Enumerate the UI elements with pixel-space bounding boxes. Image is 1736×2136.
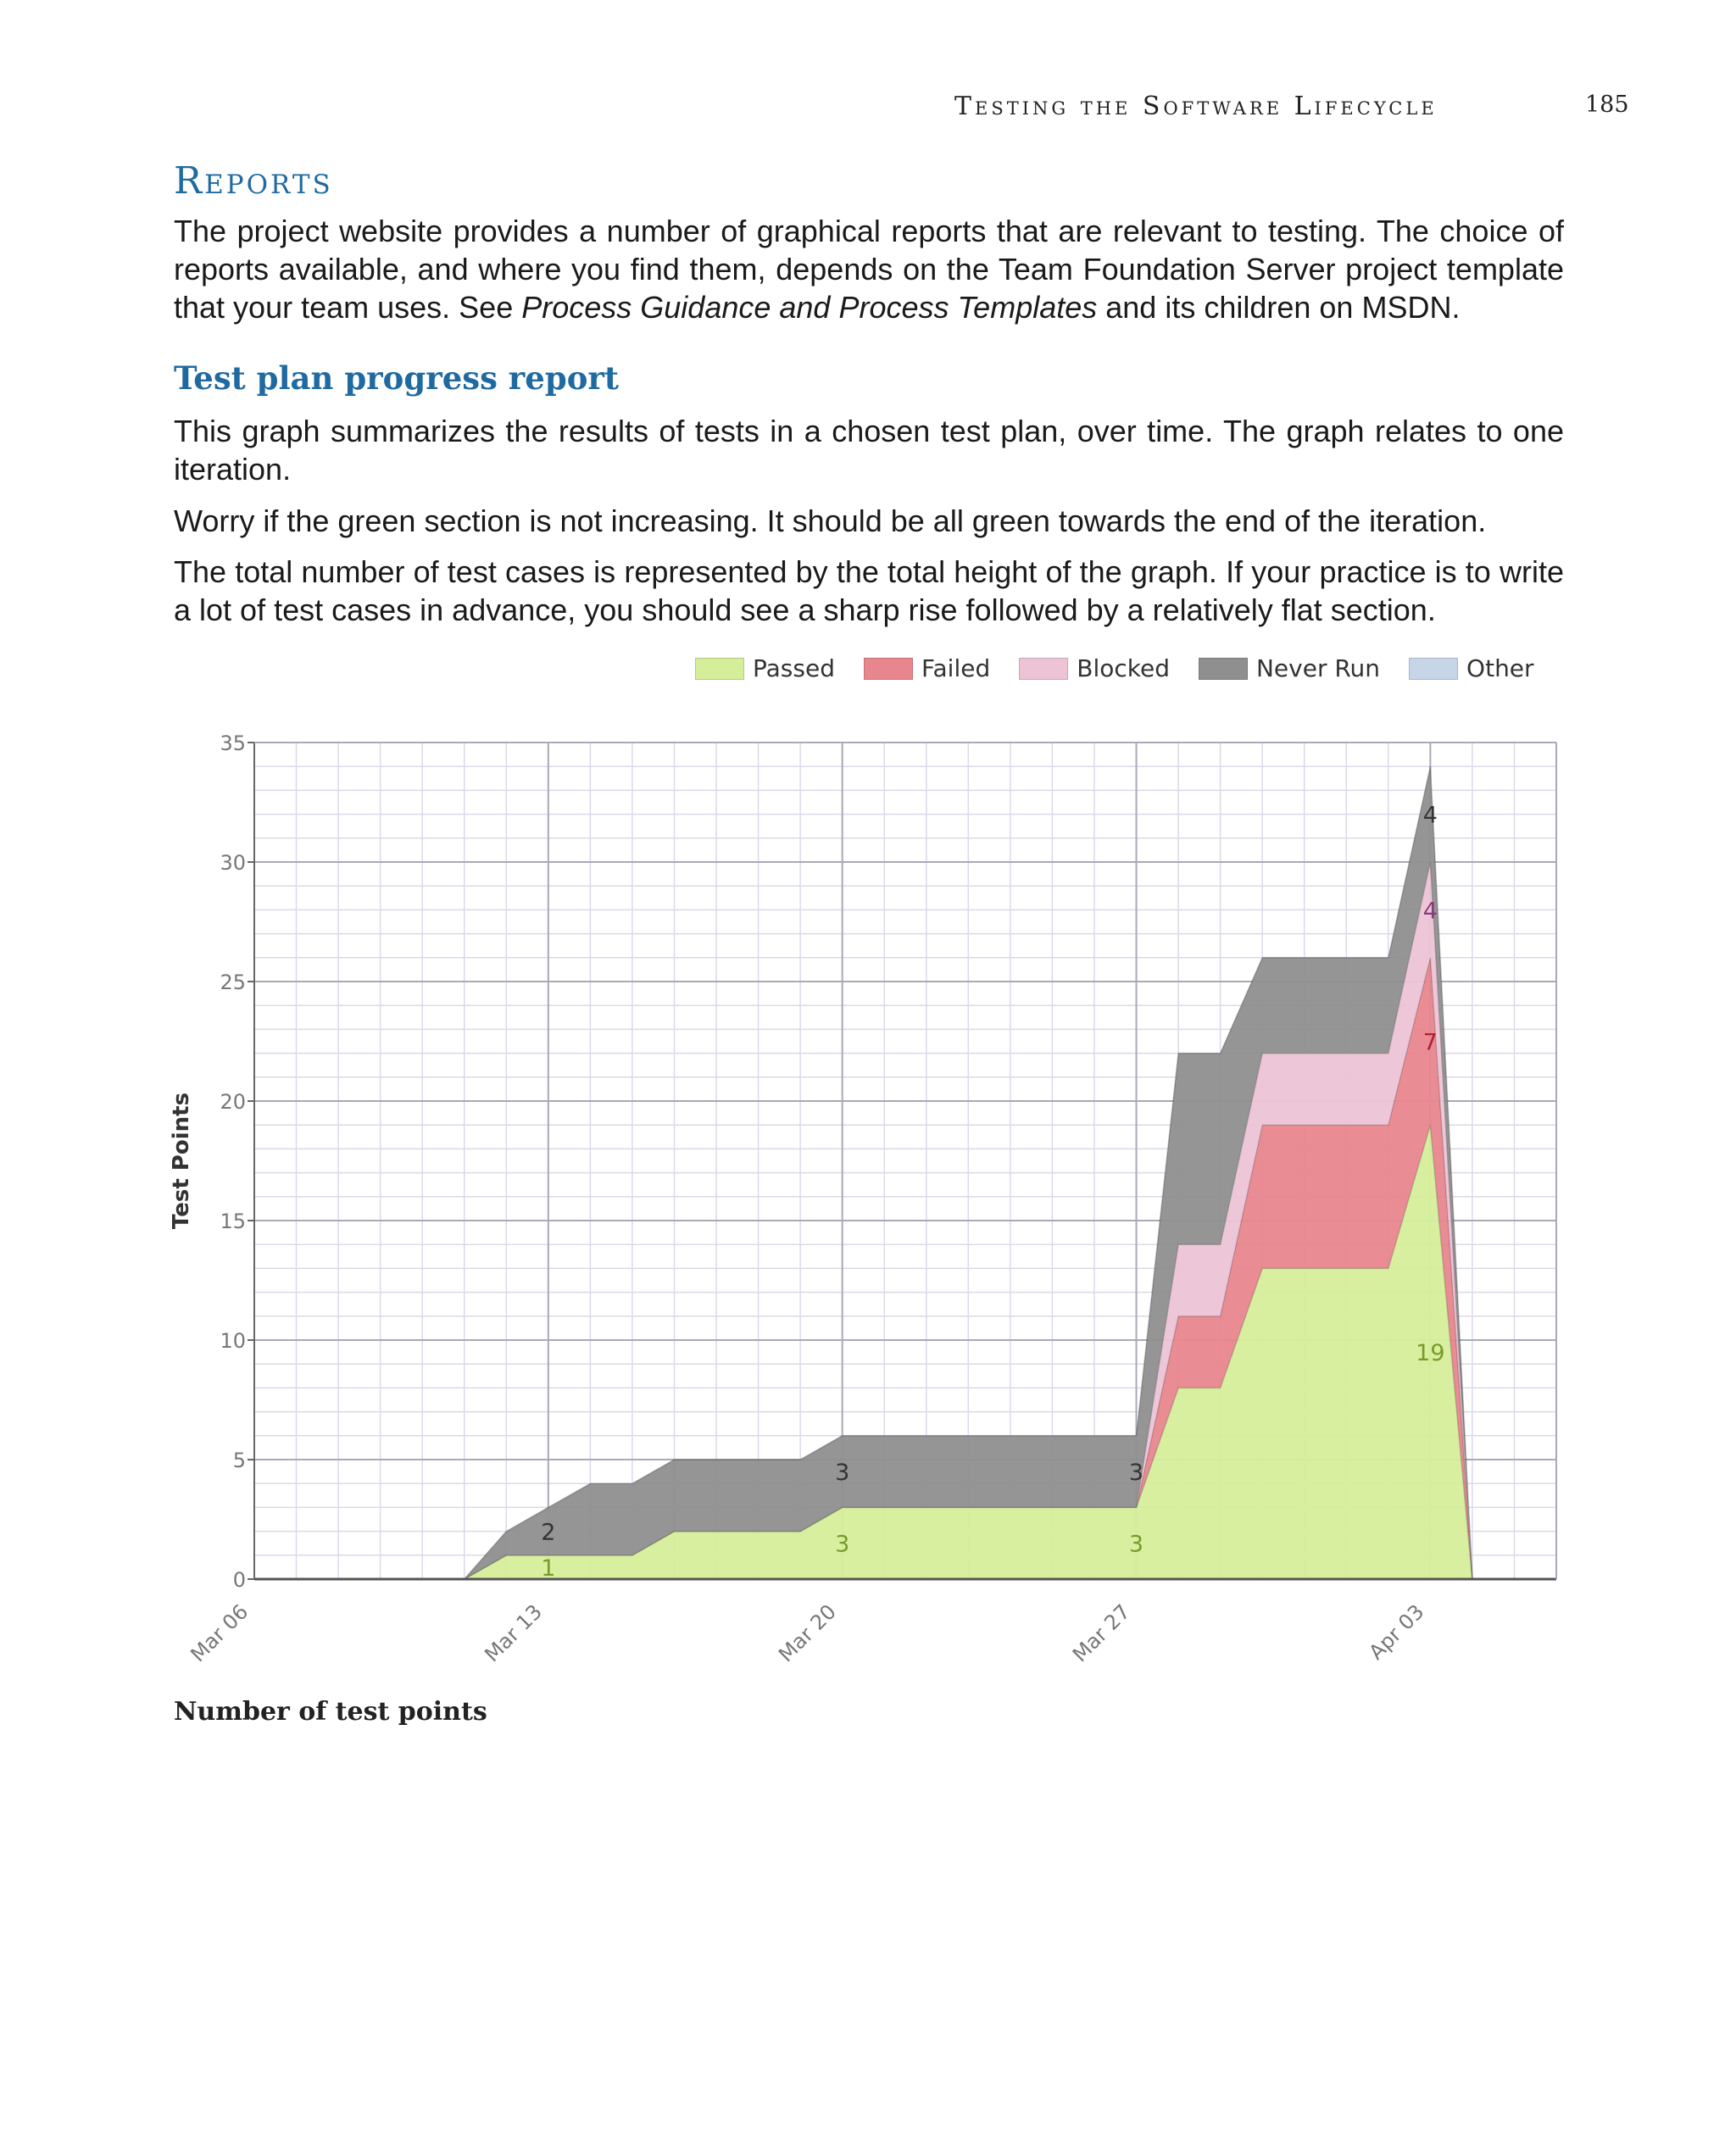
data-label: 3 bbox=[835, 1460, 850, 1487]
x-tick-label: Mar 27 bbox=[1067, 1599, 1135, 1667]
y-axis-title: Test Points bbox=[169, 1092, 194, 1230]
x-tick-label: Mar 13 bbox=[480, 1599, 548, 1667]
paragraph-worry: Worry if the green section is not increasing. It should be all green towards the end of the iteration. bbox=[174, 503, 1487, 538]
data-label: 1 bbox=[541, 1555, 556, 1582]
data-label: 4 bbox=[1422, 802, 1438, 829]
legend-label-other: Other bbox=[1466, 654, 1534, 682]
intro-text-after: and its children on MSDN. bbox=[1097, 290, 1461, 325]
paragraph-summary: This graph summarizes the results of tests in a chosen test plan, over time. The graph relates to one iteration. bbox=[174, 414, 1564, 487]
y-tick-label: 5 bbox=[232, 1449, 246, 1472]
y-tick-label: 10 bbox=[220, 1329, 246, 1353]
intro-text-before: The project website provides a number of graphical reports that are relevant to testing. The choice of reports available, and where you find them, depends on the Team Foundation Server project template that your team uses. See bbox=[174, 214, 1564, 325]
subsection-title: Test plan progress report bbox=[174, 359, 619, 397]
y-tick-label: 35 bbox=[220, 731, 246, 755]
y-tick-label: 15 bbox=[220, 1210, 246, 1233]
data-label: 2 bbox=[541, 1519, 556, 1546]
data-label: 3 bbox=[1128, 1531, 1144, 1558]
test-plan-progress-chart bbox=[161, 644, 1585, 1687]
legend-label-blocked: Blocked bbox=[1077, 654, 1170, 682]
section-title: Reports bbox=[174, 159, 333, 203]
running-head: Testing the Software Lifecycle bbox=[954, 92, 1438, 121]
legend-label-passed: Passed bbox=[753, 654, 835, 682]
x-tick-label: Mar 20 bbox=[774, 1599, 841, 1667]
legend-label-failed: Failed bbox=[921, 654, 991, 682]
x-tick-label: Mar 06 bbox=[186, 1599, 253, 1667]
y-tick-label: 30 bbox=[220, 851, 246, 875]
data-label: 3 bbox=[1128, 1460, 1144, 1487]
legend-label-never-run: Never Run bbox=[1255, 654, 1381, 682]
y-tick-label: 0 bbox=[232, 1568, 246, 1592]
data-label: 19 bbox=[1416, 1340, 1445, 1367]
y-tick-label: 20 bbox=[220, 1090, 246, 1114]
y-tick-label: 25 bbox=[220, 971, 246, 994]
data-label: 3 bbox=[835, 1531, 850, 1558]
data-label: 7 bbox=[1422, 1029, 1438, 1056]
data-label: 4 bbox=[1422, 898, 1438, 925]
page-number: 185 bbox=[1585, 92, 1629, 118]
intro-paragraph bbox=[174, 212, 1564, 326]
figure-caption: Number of test points bbox=[174, 1697, 487, 1727]
intro-emphasis: Process Guidance and Process Templates bbox=[521, 290, 1098, 325]
paragraph-total: The total number of test cases is represented by the total height of the graph. If your practice is to write a lot of test cases in advance, you should see a sharp rise followed by a relatively flat section. bbox=[174, 554, 1564, 627]
x-tick-label: Apr 03 bbox=[1364, 1599, 1429, 1665]
